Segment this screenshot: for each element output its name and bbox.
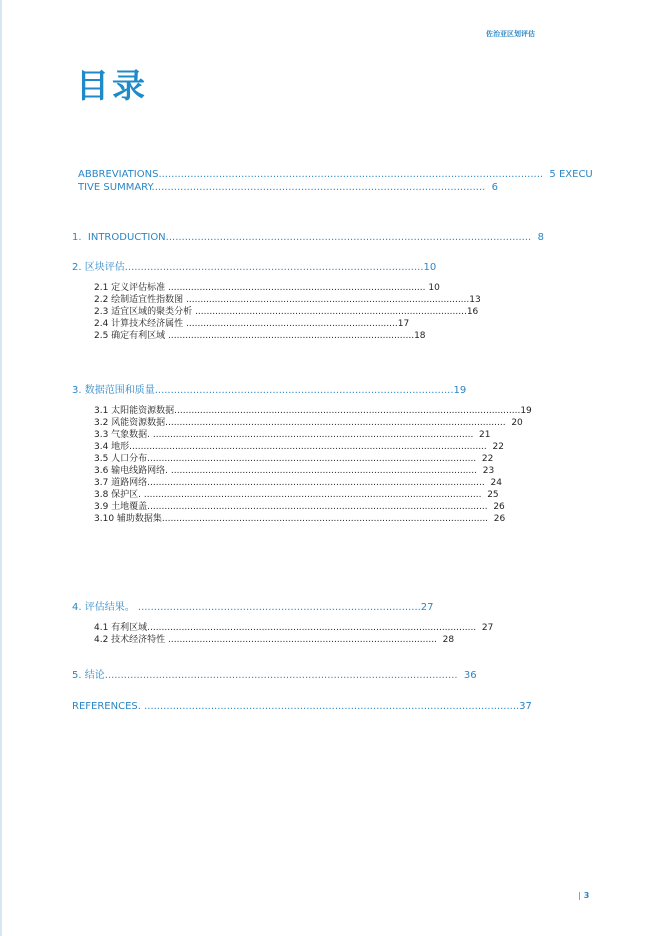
toc-entry-section-3[interactable]: 3. 数据范围和质量..............................................................................................19 (72, 385, 467, 396)
toc-entry-abbreviations[interactable]: ABBREVIATIONS......................................................................................................................... 5 EXECU (78, 169, 593, 180)
toc-entry-introduction[interactable]: 1. INTRODUCTION................................................................................................................... 8 (72, 232, 544, 243)
toc-subentry[interactable]: 3.2 风能资源数据....................................................................................................................... 20 (94, 418, 523, 428)
toc-subentry[interactable]: 3.3 气象数据. ................................................................................................................ 21 (94, 430, 491, 440)
toc-subentry[interactable]: 2.3 适宜区域的聚类分析 ...............................................................................................16 (94, 307, 479, 317)
toc-subentry[interactable]: 3.9 土地覆盖....................................................................................................................... 26 (94, 502, 505, 512)
page-number-value: 3 (583, 891, 590, 900)
toc-entry-section-2[interactable]: 2. 区块评估..............................................................................................10 (72, 262, 437, 273)
toc-subentry[interactable]: 2.4 计算技术经济属性 ..........................................................................17 (94, 319, 410, 329)
toc-entry-conclusion[interactable]: 5. 结论............................................................................................................... 36 (72, 670, 477, 681)
toc-subentry[interactable]: 3.7 道路网络...................................................................................................................... 24 (94, 478, 502, 488)
toc-entry-references[interactable]: REFERENCES. ......................................................................................................................37 (72, 701, 532, 712)
page-number-divider: | (578, 891, 581, 900)
toc-entry-section-4[interactable]: 4. 评估结果。 .........................................................................................27 (72, 602, 434, 613)
running-header: 佐治亚区划评估 (486, 30, 535, 38)
page-number (578, 891, 589, 900)
toc-subentry[interactable]: 4.1 有利区域................................................................................................................... 27 (94, 623, 494, 633)
toc-subentry[interactable]: 3.5 人口分布................................................................................................................... 22 (94, 454, 494, 464)
toc-subentry[interactable]: 3.4 地形............................................................................................................................. 22 (94, 442, 504, 452)
toc-subentry[interactable]: 4.2 技术经济特性 .............................................................................................. 28 (94, 635, 455, 645)
left-margin-rule (0, 0, 2, 936)
toc-subentry[interactable]: 3.6 输电线路网络. ........................................................................................................... 23 (94, 466, 495, 476)
page-title: 目录 (76, 66, 148, 105)
toc-subentry[interactable]: 2.1 定义评估标准 .......................................................................................... 10 (94, 283, 440, 293)
toc-subentry[interactable]: 2.2 绘制适宜性指数图 ...................................................................................................13 (94, 295, 481, 305)
toc-subentry[interactable]: 3.1 太阳能资源数据.........................................................................................................................19 (94, 406, 532, 416)
toc-subentry[interactable]: 2.5 确定有利区域 ......................................................................................18 (94, 331, 426, 341)
toc-entry-executive-summary[interactable]: TIVE SUMMARY......................................................................................................... 6 (78, 182, 499, 193)
toc-subentry[interactable]: 3.10 辅助数据集.................................................................................................................. 26 (94, 514, 506, 524)
toc-subentry[interactable]: 3.8 保护区. ...................................................................................................................... 25 (94, 490, 499, 500)
